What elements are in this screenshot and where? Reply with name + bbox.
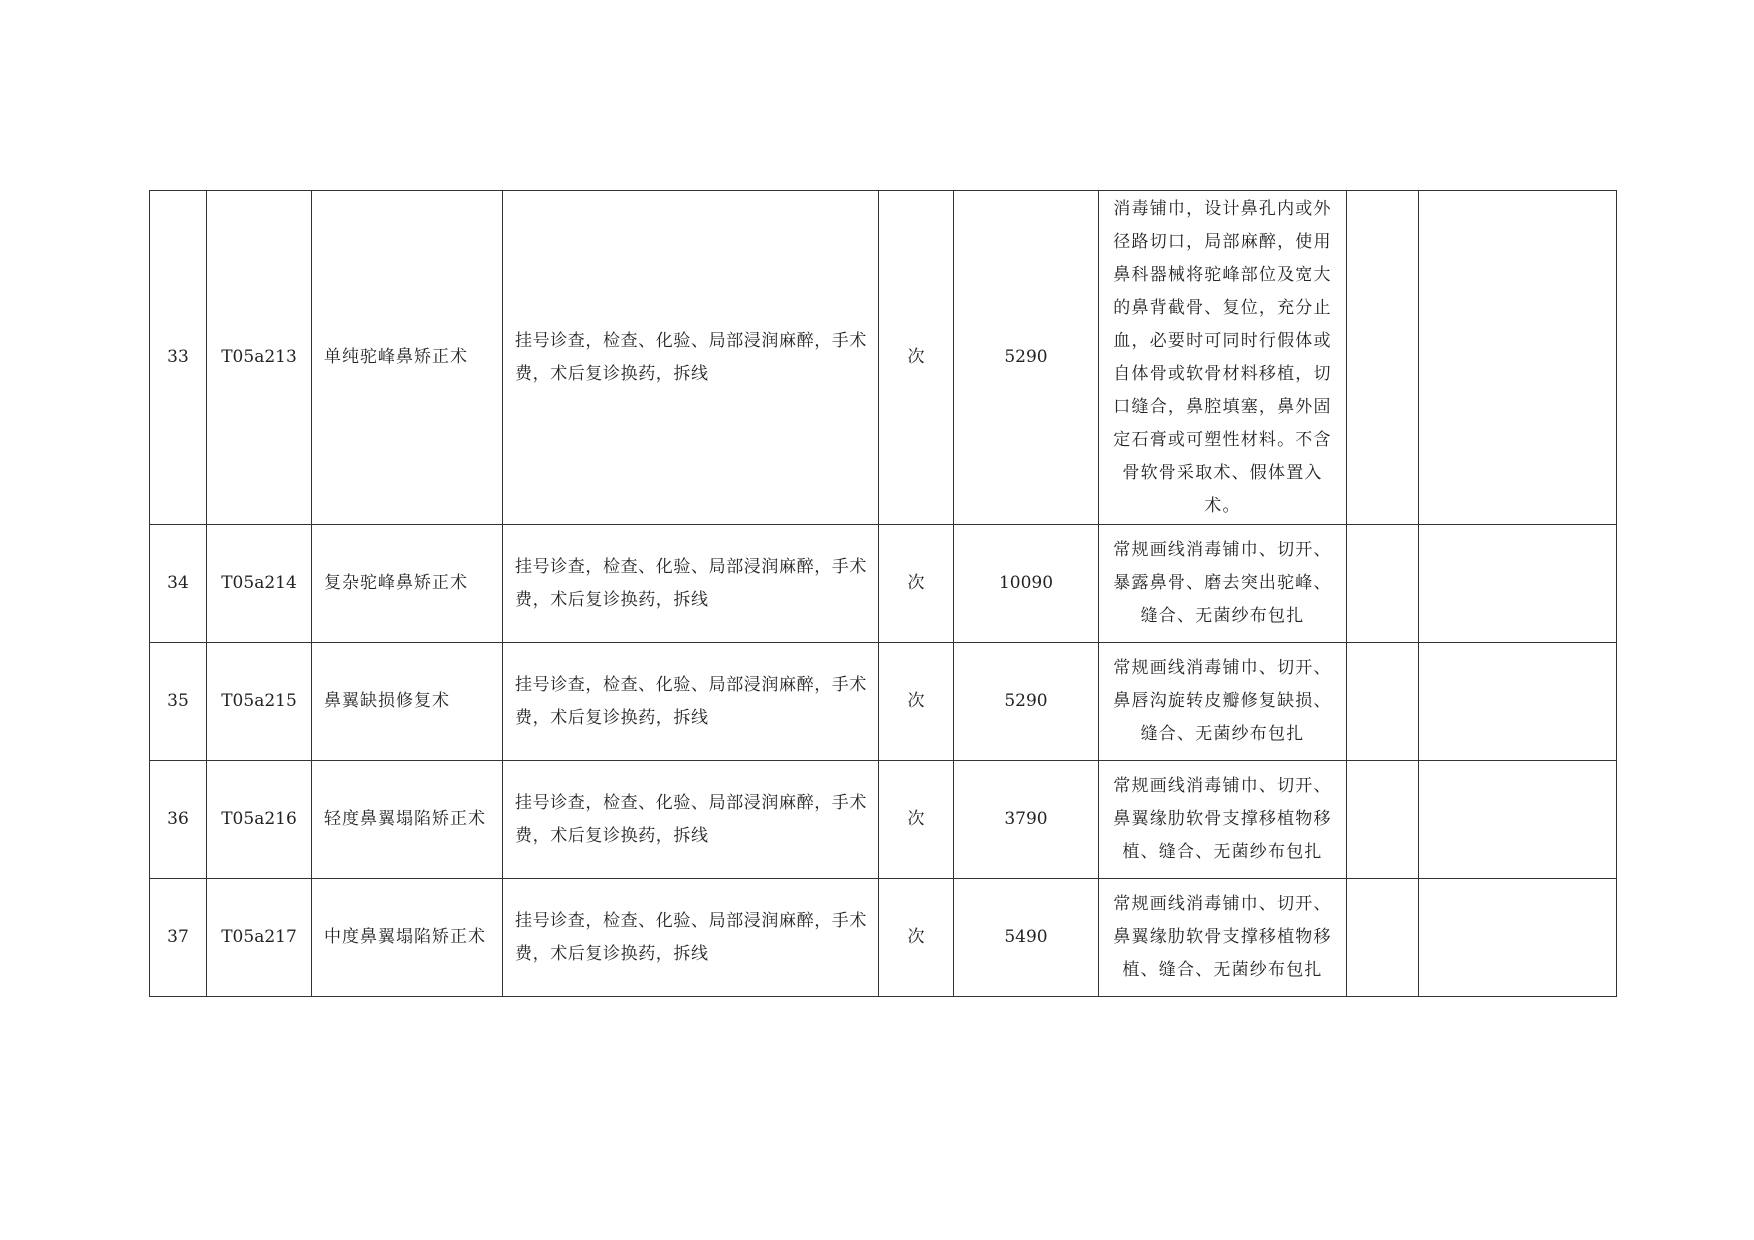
row-name: 单纯驼峰鼻矫正术 — [312, 191, 503, 525]
row-description: 常规画线消毒铺巾、切开、鼻唇沟旋转皮瓣修复缺损、缝合、无菌纱布包扎 — [1099, 643, 1347, 761]
row-price: 3790 — [954, 761, 1099, 879]
row-description: 常规画线消毒铺巾、切开、暴露鼻骨、磨去突出驼峰、缝合、无菌纱布包扎 — [1099, 525, 1347, 643]
row-content: 挂号诊查，检查、化验、局部浸润麻醉，手术费，术后复诊换药，拆线 — [503, 761, 879, 879]
row-seq: 33 — [150, 191, 207, 525]
row-seq: 34 — [150, 525, 207, 643]
row-unit: 次 — [879, 191, 954, 525]
row-seq: 35 — [150, 643, 207, 761]
row-note-2 — [1419, 643, 1617, 761]
row-content: 挂号诊查，检查、化验、局部浸润麻醉，手术费，术后复诊换药，拆线 — [503, 191, 879, 525]
row-note-2 — [1419, 879, 1617, 997]
table-row — [150, 191, 1617, 525]
table-row — [150, 761, 1617, 879]
row-description: 消毒铺巾，设计鼻孔内或外径路切口，局部麻醉，使用鼻科器械将驼峰部位及宽大的鼻背截骨、复位，充分止血，必要时可同时行假体或自体骨或软骨材料移植，切口缝合，鼻腔填塞，鼻外固定石膏或可塑性材料。不含骨软骨采取术、假体置入术。 — [1099, 191, 1347, 525]
row-note-1 — [1347, 761, 1419, 879]
row-unit: 次 — [879, 761, 954, 879]
row-note-1 — [1347, 525, 1419, 643]
row-unit: 次 — [879, 525, 954, 643]
row-content: 挂号诊查，检查、化验、局部浸润麻醉，手术费，术后复诊换药，拆线 — [503, 879, 879, 997]
row-name: 中度鼻翼塌陷矫正术 — [312, 879, 503, 997]
row-seq: 37 — [150, 879, 207, 997]
row-description: 常规画线消毒铺巾、切开、鼻翼缘肋软骨支撑移植物移植、缝合、无菌纱布包扎 — [1099, 761, 1347, 879]
row-content: 挂号诊查，检查、化验、局部浸润麻醉，手术费，术后复诊换药，拆线 — [503, 643, 879, 761]
row-note-1 — [1347, 879, 1419, 997]
row-note-2 — [1419, 191, 1617, 525]
row-price: 10090 — [954, 525, 1099, 643]
row-code: T05a217 — [207, 879, 312, 997]
row-note-1 — [1347, 643, 1419, 761]
row-price: 5490 — [954, 879, 1099, 997]
table-row — [150, 879, 1617, 997]
row-note-2 — [1419, 761, 1617, 879]
row-code: T05a215 — [207, 643, 312, 761]
row-name: 轻度鼻翼塌陷矫正术 — [312, 761, 503, 879]
row-description: 常规画线消毒铺巾、切开、鼻翼缘肋软骨支撑移植物移植、缝合、无菌纱布包扎 — [1099, 879, 1347, 997]
row-code: T05a214 — [207, 525, 312, 643]
table-row — [150, 525, 1617, 643]
row-seq: 36 — [150, 761, 207, 879]
table-row — [150, 643, 1617, 761]
row-unit: 次 — [879, 643, 954, 761]
price-table — [149, 190, 1617, 997]
row-note-2 — [1419, 525, 1617, 643]
row-name: 复杂驼峰鼻矫正术 — [312, 525, 503, 643]
row-name: 鼻翼缺损修复术 — [312, 643, 503, 761]
row-unit: 次 — [879, 879, 954, 997]
row-code: T05a216 — [207, 761, 312, 879]
row-code: T05a213 — [207, 191, 312, 525]
row-price: 5290 — [954, 191, 1099, 525]
row-price: 5290 — [954, 643, 1099, 761]
row-content: 挂号诊查，检查、化验、局部浸润麻醉，手术费，术后复诊换药，拆线 — [503, 525, 879, 643]
row-note-1 — [1347, 191, 1419, 525]
